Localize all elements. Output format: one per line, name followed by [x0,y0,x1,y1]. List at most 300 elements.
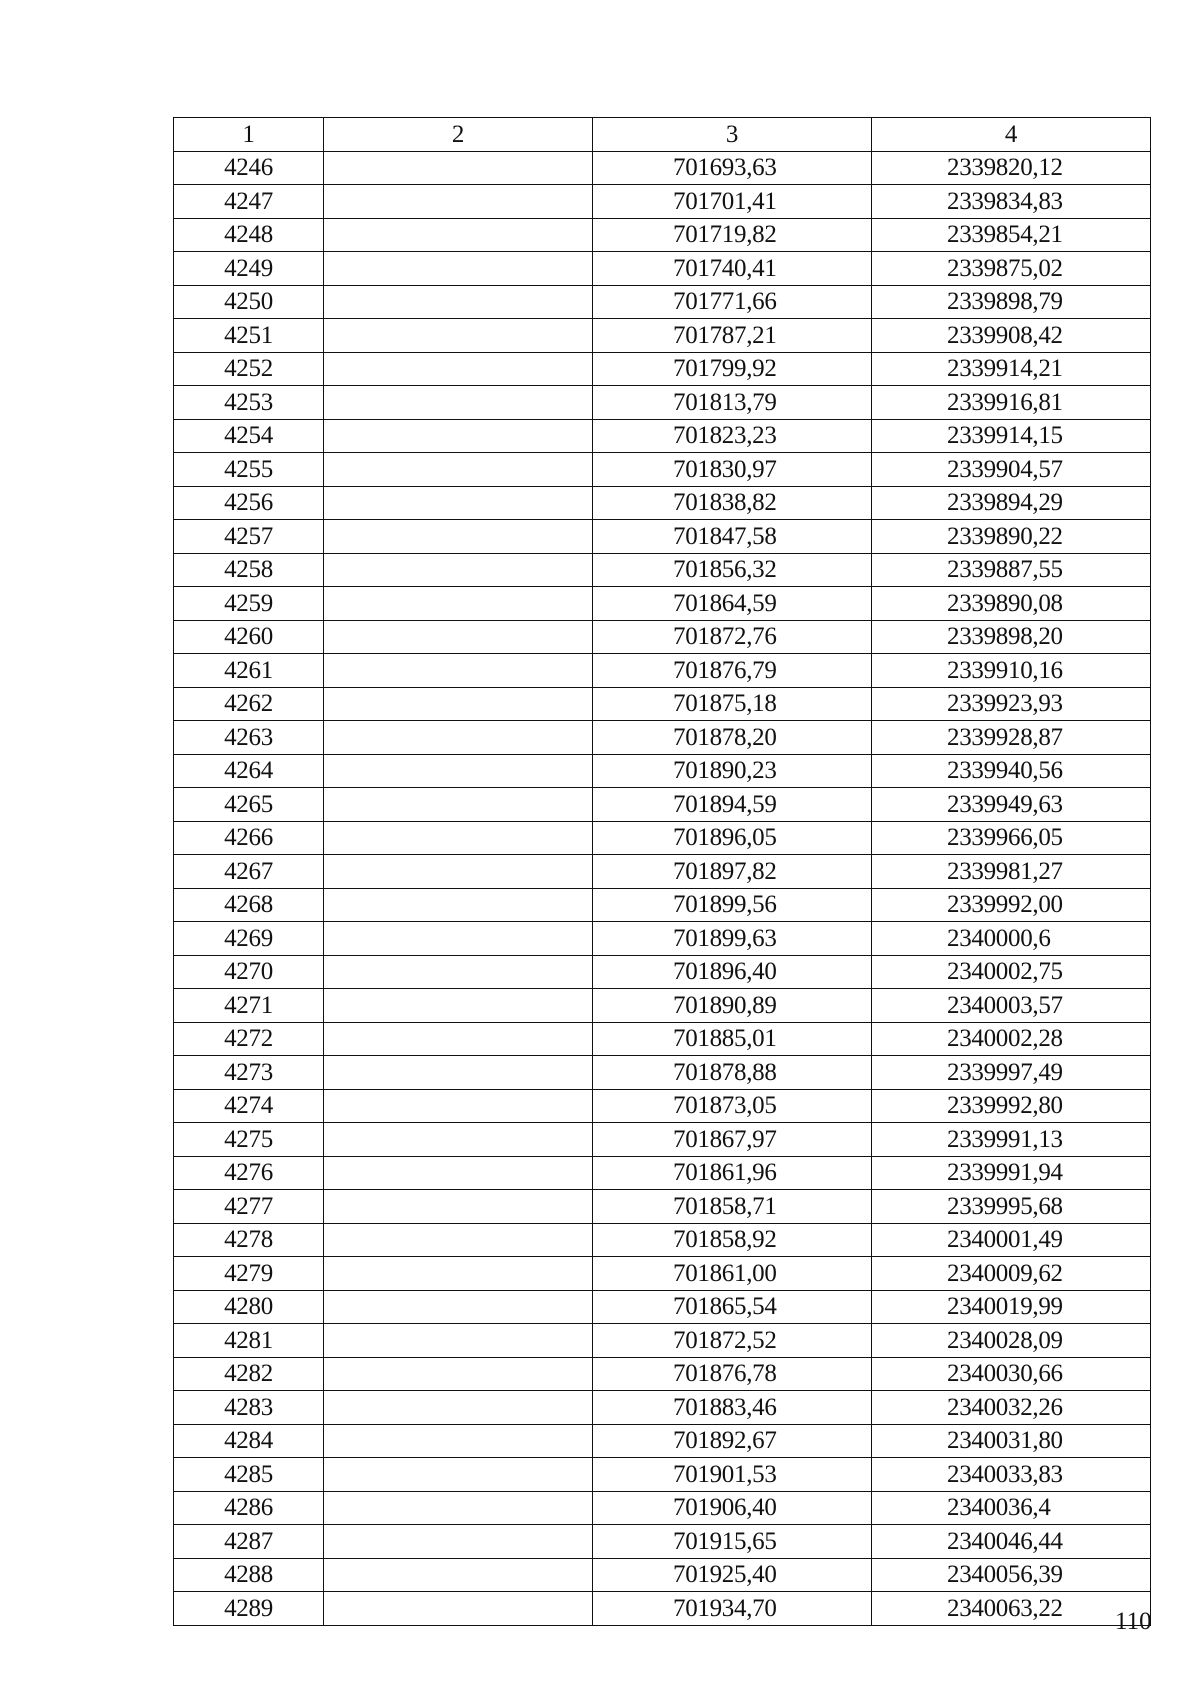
cell-value: 2340001,49 [947,1226,1063,1254]
table-row [174,1089,1151,1123]
column-header-4: 4 [872,118,1151,152]
table-cell-col3 [593,185,872,219]
table-cell-col3 [593,1324,872,1358]
table-cell-col3 [593,352,872,386]
table-cell-col3 [593,1223,872,1257]
table-cell-col2 [324,1324,593,1358]
cell-value: 2339890,08 [947,589,1063,617]
table-cell-col4 [872,855,1151,889]
cell-value: 2340036,4 [947,1494,1051,1522]
table-cell-col1: 4289 [174,1592,324,1626]
table-cell-col3 [593,386,872,420]
table-row [174,218,1151,252]
table-cell-col4 [872,821,1151,855]
cell-value: 2340009,62 [947,1259,1063,1287]
table-cell-col3 [593,955,872,989]
cell-value: 701897,82 [673,857,777,885]
table-cell-col4 [872,788,1151,822]
table-cell-col3 [593,285,872,319]
cell-value: 701864,59 [673,589,777,617]
cell-value: 701861,96 [673,1159,777,1187]
table-cell-col1: 4274 [174,1089,324,1123]
table-row [174,1491,1151,1525]
table-cell-col4 [872,1089,1151,1123]
table-cell-col2 [324,1424,593,1458]
table-cell-col2 [324,1558,593,1592]
cell-value: 2339992,00 [947,891,1063,919]
table-cell-col3 [593,654,872,688]
table-cell-col4 [872,553,1151,587]
table-cell-col1: 4260 [174,620,324,654]
table-cell-col3 [593,1123,872,1157]
table-cell-col2 [324,788,593,822]
table-row [174,587,1151,621]
cell-value: 2339890,22 [947,522,1063,550]
cell-value: 701901,53 [673,1460,777,1488]
table-cell-col4 [872,352,1151,386]
cell-value: 2340056,39 [947,1561,1063,1589]
table-cell-col4 [872,185,1151,219]
cell-value: 2339916,81 [947,388,1063,416]
table-cell-col2 [324,1458,593,1492]
table-cell-col2 [324,1156,593,1190]
cell-value: 701899,56 [673,891,777,919]
cell-value: 701838,82 [673,489,777,517]
table-cell-col3 [593,218,872,252]
cell-value: 2339898,79 [947,288,1063,316]
table-cell-col4 [872,922,1151,956]
table-cell-col4 [872,218,1151,252]
table-cell-col3 [593,419,872,453]
table-cell-col4 [872,386,1151,420]
cell-value: 2340003,57 [947,991,1063,1019]
table-cell-col2 [324,386,593,420]
table-row [174,989,1151,1023]
table-row [174,453,1151,487]
table-row [174,620,1151,654]
table-cell-col2 [324,1491,593,1525]
cell-value: 2339991,13 [947,1125,1063,1153]
table-cell-col4 [872,1022,1151,1056]
table-cell-col3 [593,1290,872,1324]
table-cell-col3 [593,922,872,956]
table-cell-col3 [593,1391,872,1425]
table-cell-col3 [593,687,872,721]
table-cell-col3 [593,1257,872,1291]
column-header-3: 3 [593,118,872,152]
cell-value: 701856,32 [673,556,777,584]
table-cell-col1: 4254 [174,419,324,453]
table-cell-col3 [593,1357,872,1391]
cell-value: 2339992,80 [947,1092,1063,1120]
table-row [174,821,1151,855]
table-row [174,888,1151,922]
table-row [174,1558,1151,1592]
table-cell-col1: 4265 [174,788,324,822]
table-cell-col1: 4284 [174,1424,324,1458]
column-header-1: 1 [174,118,324,152]
table-cell-col4 [872,520,1151,554]
table-cell-col4 [872,151,1151,185]
table-cell-col2 [324,1089,593,1123]
table-cell-col4 [872,1257,1151,1291]
table-row [174,486,1151,520]
table-cell-col4 [872,687,1151,721]
cell-value: 2339995,68 [947,1192,1063,1220]
table-cell-col1: 4267 [174,855,324,889]
table-cell-col1: 4275 [174,1123,324,1157]
table-row [174,185,1151,219]
cell-value: 701799,92 [673,355,777,383]
cell-value: 2340033,83 [947,1460,1063,1488]
table-row [174,654,1151,688]
table-cell-col4 [872,1357,1151,1391]
table-cell-col2 [324,218,593,252]
table-cell-col1: 4287 [174,1525,324,1559]
page-number: 110 [1115,1608,1152,1635]
cell-value: 2340032,26 [947,1393,1063,1421]
cell-value: 2340063,22 [947,1594,1063,1622]
table-row [174,788,1151,822]
table-cell-col3 [593,553,872,587]
table-header-row [174,118,1151,152]
table-row [174,721,1151,755]
table-row [174,151,1151,185]
table-cell-col4 [872,754,1151,788]
table-cell-col4 [872,989,1151,1023]
cell-value: 701915,65 [673,1527,777,1555]
column-header-2: 2 [324,118,593,152]
table-cell-col1: 4253 [174,386,324,420]
table-row [174,386,1151,420]
table-cell-col1: 4281 [174,1324,324,1358]
table-cell-col4 [872,319,1151,353]
table-cell-col1: 4249 [174,252,324,286]
cell-value: 2339940,56 [947,757,1063,785]
table-cell-col4 [872,1424,1151,1458]
table-cell-col2 [324,855,593,889]
table-row [174,1156,1151,1190]
table-cell-col3 [593,1458,872,1492]
table-cell-col1: 4271 [174,989,324,1023]
table-row [174,1290,1151,1324]
cell-value: 2339949,63 [947,790,1063,818]
table-row [174,1223,1151,1257]
table-cell-col4 [872,1391,1151,1425]
cell-value: 2340002,28 [947,1025,1063,1053]
table-cell-col1: 4288 [174,1558,324,1592]
table-row [174,1391,1151,1425]
cell-value: 2339981,27 [947,857,1063,885]
cell-value: 701892,67 [673,1427,777,1455]
table-cell-col4 [872,1290,1151,1324]
table-cell-col3 [593,1592,872,1626]
table-cell-col1: 4252 [174,352,324,386]
table-cell-col3 [593,888,872,922]
cell-value: 2339854,21 [947,221,1063,249]
table-cell-col4 [872,587,1151,621]
table-row [174,1357,1151,1391]
table-cell-col2 [324,721,593,755]
table-cell-col4 [872,1558,1151,1592]
table-row [174,1424,1151,1458]
table-row [174,520,1151,554]
cell-value: 2339894,29 [947,489,1063,517]
table-cell-col4 [872,285,1151,319]
table-cell-col3 [593,620,872,654]
table-cell-col1: 4276 [174,1156,324,1190]
table-row [174,1257,1151,1291]
cell-value: 701740,41 [673,254,777,282]
table-cell-col2 [324,620,593,654]
table-cell-col3 [593,1491,872,1525]
cell-value: 2339914,21 [947,355,1063,383]
cell-value: 701865,54 [673,1293,777,1321]
table-cell-col1: 4282 [174,1357,324,1391]
cell-value: 701872,76 [673,623,777,651]
table-row [174,1324,1151,1358]
table-cell-col3 [593,1056,872,1090]
table-cell-col1: 4259 [174,587,324,621]
table-row [174,1056,1151,1090]
table-cell-col1: 4269 [174,922,324,956]
cell-value: 701883,46 [673,1393,777,1421]
table-row [174,1123,1151,1157]
cell-value: 701899,63 [673,924,777,952]
cell-value: 2339820,12 [947,154,1063,182]
table-row [174,1592,1151,1626]
cell-value: 701701,41 [673,187,777,215]
table-cell-col4 [872,1223,1151,1257]
table-cell-col2 [324,553,593,587]
table-cell-col1: 4270 [174,955,324,989]
cell-value: 2339914,15 [947,422,1063,450]
table-cell-col4 [872,1324,1151,1358]
table-cell-col4 [872,252,1151,286]
table-cell-col1: 4285 [174,1458,324,1492]
table-cell-col1: 4255 [174,453,324,487]
table-cell-col2 [324,1592,593,1626]
table-cell-col2 [324,955,593,989]
table-cell-col2 [324,687,593,721]
table-row [174,855,1151,889]
table-cell-col1: 4272 [174,1022,324,1056]
cell-value: 701719,82 [673,221,777,249]
table-row [174,922,1151,956]
table-cell-col2 [324,1022,593,1056]
table-cell-col3 [593,151,872,185]
table-cell-col2 [324,419,593,453]
table-cell-col3 [593,453,872,487]
table-cell-col2 [324,654,593,688]
cell-value: 2340046,44 [947,1527,1063,1555]
table-cell-col2 [324,1290,593,1324]
table-cell-col3 [593,1558,872,1592]
table-cell-col4 [872,1592,1151,1626]
cell-value: 701693,63 [673,154,777,182]
table-row [174,252,1151,286]
table-cell-col1: 4268 [174,888,324,922]
table-cell-col1: 4266 [174,821,324,855]
cell-value: 2340002,75 [947,958,1063,986]
cell-value: 2339908,42 [947,321,1063,349]
cell-value: 701858,92 [673,1226,777,1254]
cell-value: 2340000,6 [947,924,1051,952]
table-cell-col4 [872,1190,1151,1224]
table-cell-col1: 4278 [174,1223,324,1257]
table-cell-col2 [324,520,593,554]
coordinates-table [173,117,1151,1626]
cell-value: 701876,79 [673,656,777,684]
table-cell-col2 [324,185,593,219]
cell-value: 701813,79 [673,388,777,416]
cell-value: 701875,18 [673,690,777,718]
table-cell-col2 [324,1056,593,1090]
table-cell-col2 [324,1391,593,1425]
cell-value: 701896,40 [673,958,777,986]
table-row [174,1190,1151,1224]
table-cell-col1: 4248 [174,218,324,252]
table-cell-col3 [593,1424,872,1458]
table-cell-col4 [872,654,1151,688]
table-row [174,955,1151,989]
cell-value: 701867,97 [673,1125,777,1153]
table-cell-col2 [324,1123,593,1157]
table-cell-col4 [872,721,1151,755]
cell-value: 701873,05 [673,1092,777,1120]
table-cell-col2 [324,1190,593,1224]
table-cell-col4 [872,419,1151,453]
table-cell-col2 [324,922,593,956]
table-cell-col3 [593,1190,872,1224]
cell-value: 2339887,55 [947,556,1063,584]
cell-value: 701823,23 [673,422,777,450]
cell-value: 2339928,87 [947,723,1063,751]
table-cell-col2 [324,1525,593,1559]
table-cell-col1: 4247 [174,185,324,219]
table-cell-col3 [593,1156,872,1190]
table-row [174,687,1151,721]
table-row [174,754,1151,788]
table-cell-col4 [872,1491,1151,1525]
table-cell-col2 [324,1357,593,1391]
cell-value: 701830,97 [673,455,777,483]
cell-value: 701787,21 [673,321,777,349]
cell-value: 2339898,20 [947,623,1063,651]
cell-value: 2339923,93 [947,690,1063,718]
table-cell-col1: 4261 [174,654,324,688]
cell-value: 2340031,80 [947,1427,1063,1455]
table-cell-col2 [324,319,593,353]
cell-value: 701925,40 [673,1561,777,1589]
table-cell-col4 [872,1458,1151,1492]
table-cell-col1: 4258 [174,553,324,587]
table-cell-col3 [593,520,872,554]
table-cell-col1: 4250 [174,285,324,319]
table-cell-col1: 4257 [174,520,324,554]
table-cell-col2 [324,1223,593,1257]
cell-value: 2339834,83 [947,187,1063,215]
table-cell-col3 [593,1022,872,1056]
table-row [174,419,1151,453]
table-cell-col2 [324,453,593,487]
cell-value: 701934,70 [673,1594,777,1622]
cell-value: 2339910,16 [947,656,1063,684]
cell-value: 2339875,02 [947,254,1063,282]
table-cell-col2 [324,151,593,185]
table-cell-col1: 4283 [174,1391,324,1425]
table-row [174,1022,1151,1056]
table-cell-col1: 4286 [174,1491,324,1525]
cell-value: 701876,78 [673,1360,777,1388]
table-cell-col1: 4256 [174,486,324,520]
table-row [174,319,1151,353]
table-row [174,352,1151,386]
cell-value: 2339966,05 [947,824,1063,852]
table-cell-col2 [324,252,593,286]
table-cell-col1: 4277 [174,1190,324,1224]
table-row [174,1525,1151,1559]
cell-value: 2340028,09 [947,1326,1063,1354]
cell-value: 2339991,94 [947,1159,1063,1187]
table-cell-col4 [872,1156,1151,1190]
table-cell-col4 [872,1123,1151,1157]
table-cell-col4 [872,453,1151,487]
table-cell-col3 [593,721,872,755]
table-cell-col3 [593,252,872,286]
table-cell-col2 [324,285,593,319]
table-cell-col4 [872,486,1151,520]
table-cell-col2 [324,587,593,621]
table-cell-col1: 4251 [174,319,324,353]
table-cell-col2 [324,754,593,788]
table-cell-col1: 4263 [174,721,324,755]
table-cell-col1: 4279 [174,1257,324,1291]
cell-value: 701906,40 [673,1494,777,1522]
table-cell-col1: 4264 [174,754,324,788]
table-cell-col1: 4280 [174,1290,324,1324]
table-cell-col2 [324,352,593,386]
table-cell-col4 [872,620,1151,654]
table-cell-col2 [324,989,593,1023]
table-cell-col3 [593,821,872,855]
table-cell-col2 [324,486,593,520]
table-cell-col1: 4246 [174,151,324,185]
cell-value: 701861,00 [673,1259,777,1287]
cell-value: 701894,59 [673,790,777,818]
table-cell-col4 [872,1056,1151,1090]
cell-value: 701847,58 [673,522,777,550]
table-row [174,553,1151,587]
table-cell-col4 [872,1525,1151,1559]
table-cell-col2 [324,1257,593,1291]
table-cell-col3 [593,319,872,353]
table-cell-col1: 4273 [174,1056,324,1090]
cell-value: 701885,01 [673,1025,777,1053]
cell-value: 701878,88 [673,1058,777,1086]
table-cell-col3 [593,855,872,889]
cell-value: 2339997,49 [947,1058,1063,1086]
table-cell-col3 [593,989,872,1023]
table-cell-col1: 4262 [174,687,324,721]
cell-value: 701872,52 [673,1326,777,1354]
table-cell-col3 [593,754,872,788]
cell-value: 2340030,66 [947,1360,1063,1388]
table-cell-col3 [593,788,872,822]
table-cell-col2 [324,821,593,855]
cell-value: 701878,20 [673,723,777,751]
table-cell-col3 [593,486,872,520]
